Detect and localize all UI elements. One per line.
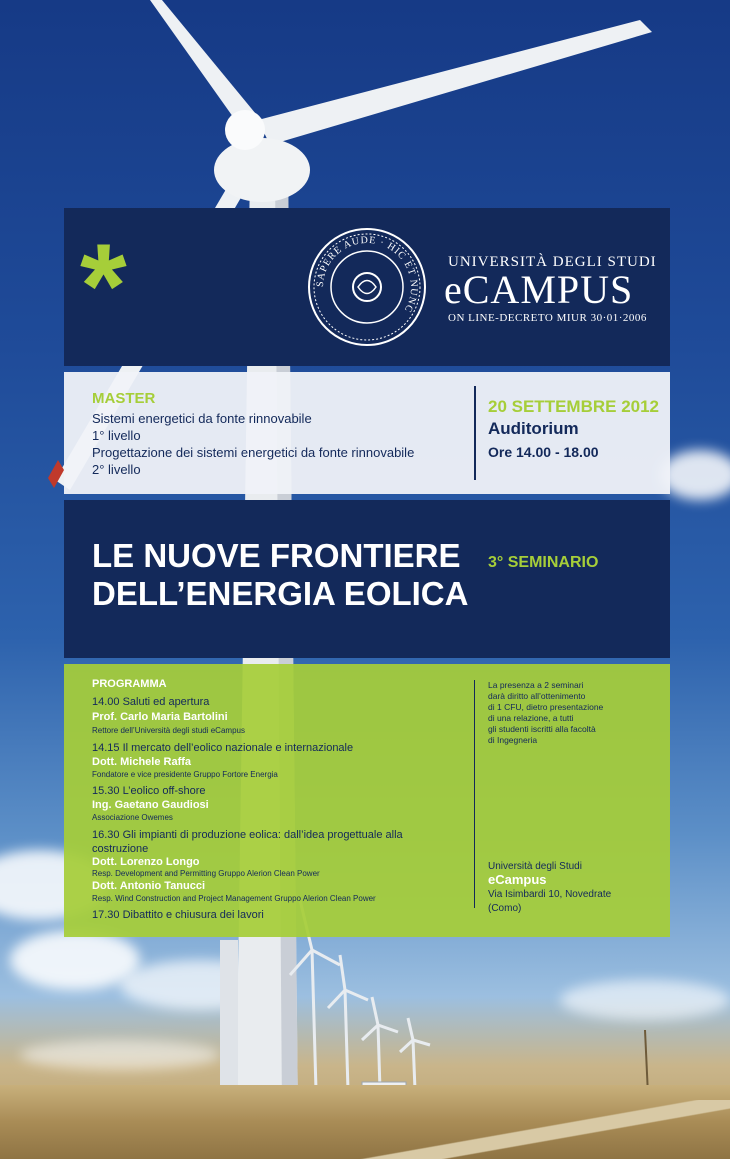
programme-item-title-cont: costruzione (92, 843, 149, 855)
dirt-road (360, 1100, 730, 1159)
speaker-name: Dott. Antonio Tanucci (92, 880, 206, 892)
address-name: eCampus (488, 872, 547, 887)
address-line4: (Como) (488, 903, 522, 914)
programme-heading: PROGRAMMA (92, 678, 167, 690)
title-line1: LE NUOVE FRONTIERE (92, 537, 461, 574)
seal-text: SAPERE AUDE · HIC ET NUNC (314, 234, 420, 315)
header-panel (64, 208, 670, 366)
programme-item-title: 14.00 Saluti ed apertura (92, 696, 210, 708)
programme-panel (64, 664, 670, 937)
master-heading: MASTER (92, 390, 156, 407)
speaker-name: Dott. Michele Raffa (92, 756, 192, 768)
divider (474, 386, 476, 480)
speaker-role: Associazione Owemes (92, 813, 173, 822)
programme-item-title: 17.30 Dibattito e chiusura dei lavori (92, 909, 264, 921)
university-seal (306, 226, 428, 348)
title-panel (64, 500, 670, 658)
note-line: darà diritto all’ottenimento (488, 691, 586, 701)
programme-item-title: 16.30 Gli impianti di produzione eolica: dall’idea progettuale alla (92, 829, 403, 841)
svg-text:SAPERE AUDE · HIC ET NUNC (315, 235, 419, 315)
event-time: Ore 14.00 - 18.00 (488, 444, 599, 460)
university-name: eCAMPUS (444, 267, 634, 312)
master-line: Progettazione dei sistemi energetici da fonte rinnovabile (92, 445, 415, 460)
master-panel (64, 372, 670, 494)
university-decree: ON LINE-DECRETO MIUR 30·01·2006 (448, 312, 647, 324)
note-line: gli studenti iscritti alla facoltà (488, 724, 596, 734)
address-line3: Via Isimbardi 10, Novedrate (488, 889, 612, 900)
university-line1: UNIVERSITÀ DEGLI STUDI (448, 254, 657, 270)
speaker-role: Resp. Development and Permitting Gruppo Alerion Clean Power (92, 869, 320, 878)
note-line: di 1 CFU, dietro presentazione (488, 702, 604, 712)
seminar-number: 3° SEMINARIO (488, 554, 599, 571)
speaker-name: Prof. Carlo Maria Bartolini (92, 711, 228, 723)
divider (474, 680, 475, 908)
speaker-role: Rettore dell’Università degli studi eCampus (92, 726, 245, 735)
speaker-name: Ing. Gaetano Gaudiosi (92, 799, 209, 811)
programme-item-title: 14.15 Il mercato dell’eolico nazionale e internazionale (92, 742, 354, 754)
speaker-role: Resp. Wind Construction and Project Management Gruppo Alerion Clean Power (92, 894, 376, 903)
note-line: La presenza a 2 seminari (488, 680, 584, 690)
note-line: di Ingegneria (488, 735, 538, 745)
speaker-role: Fondatore e vice presidente Gruppo Fortore Energia (92, 770, 278, 779)
master-line: Sistemi energetici da fonte rinnovabile (92, 411, 312, 426)
note-line: di una relazione, a tutti (488, 713, 574, 723)
speaker-name: Dott. Lorenzo Longo (92, 856, 200, 868)
master-line: 1° livello (92, 428, 141, 443)
event-date: 20 SETTEMBRE 2012 (488, 397, 660, 416)
address-line1: Università degli Studi (488, 861, 582, 872)
event-place: Auditorium (488, 419, 579, 438)
master-line: 2° livello (92, 462, 141, 477)
programme-item-title: 15.30 L’eolico off-shore (92, 785, 206, 797)
title-line2: DELL’ENERGIA EOLICA (92, 575, 469, 612)
asterisk-icon: * (80, 219, 127, 353)
